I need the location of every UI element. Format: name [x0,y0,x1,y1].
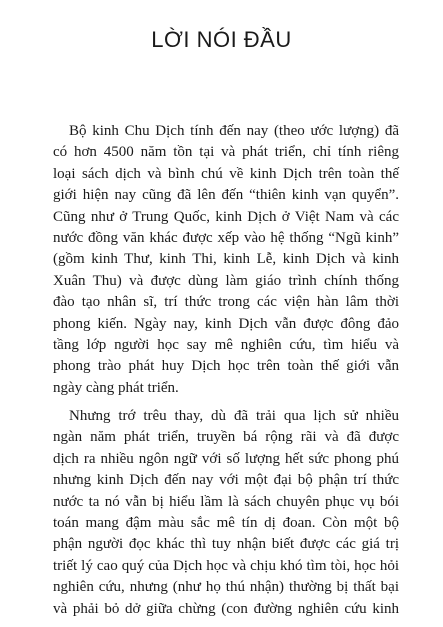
text-line: Bộ kinh Chu Dịch tính đến nay (theo ước lượng) đã [69,123,399,139]
text-line: nghiên cứu, nhưng (như họ thú nhận) thường bị thất bại [53,579,399,596]
text-line: phận người đọc khác thì tuy nhận biết được các giá trị [53,536,399,553]
text-line: nhưng kinh Dịch đến nay với một đại bộ phận trí thức [53,472,399,489]
text-line: và phải bỏ dở giữa chừng (con đường nghiên cứu kinh [53,600,399,617]
text-line: tầng lớp người học say mê nghiên cứu, tìm hiểu và [53,336,399,353]
text-line: ngàn năm phát triển, truyền bá rộng rãi và đã được [53,429,399,446]
text-line: phong trào phát huy Dịch học trên toàn thế giới vẫn [53,358,399,375]
text-line: đào tạo nhân sĩ, trí thức trong các viện hàn lâm thời [53,294,399,311]
text-line: phong kiến. Ngày nay, kinh Dịch vẫn được đông đảo [53,315,399,332]
text-line: Nhưng trớ trêu thay, dù đã trải qua lịch sử nhiều [69,408,399,425]
text-line: (gồm kinh Thư, kinh Thi, kinh Lễ, kinh Dịch và kinh [53,251,399,268]
body-text [53,121,399,627]
text-line: nước đồng văn khác được xếp vào hệ thống “Ngũ kinh” [53,229,399,246]
paragraph-2 [53,406,399,620]
text-line: Cũng như ở Trung Quốc, kinh Dịch ở Việt Nam và các [53,208,399,225]
text-line: nước ta nó vẫn bị hiểu lầm là sách chuyên phục vụ bói [53,493,399,510]
text-line: Xuân Thu) và được dùng làm giáo trình chính thống [53,272,399,289]
text-line: loại sách dịch và bình chú về kinh Dịch trên toàn thế [53,165,399,182]
text-line: dịch ra nhiều ngôn ngữ với số lượng hết sức phong phú [53,450,399,467]
paragraph-1 [53,121,399,399]
text-line: có hơn 4500 năm tồn tại và phát triển, chỉ tính riêng [53,144,399,161]
text-line: triết lý cao quý của Dịch học và chịu khó tìm tòi, học hỏi [53,557,399,574]
page-title: LỜI NÓI ĐẦU [151,27,292,52]
text-line: toán mang đậm màu sắc mê tín dị đoan. Còn một bộ [53,515,399,532]
text-line: ngày càng phát triển. [53,379,179,396]
text-line: giới hiện nay cũng đã lên đến “thiên kinh vạn quyển”. [53,187,399,204]
